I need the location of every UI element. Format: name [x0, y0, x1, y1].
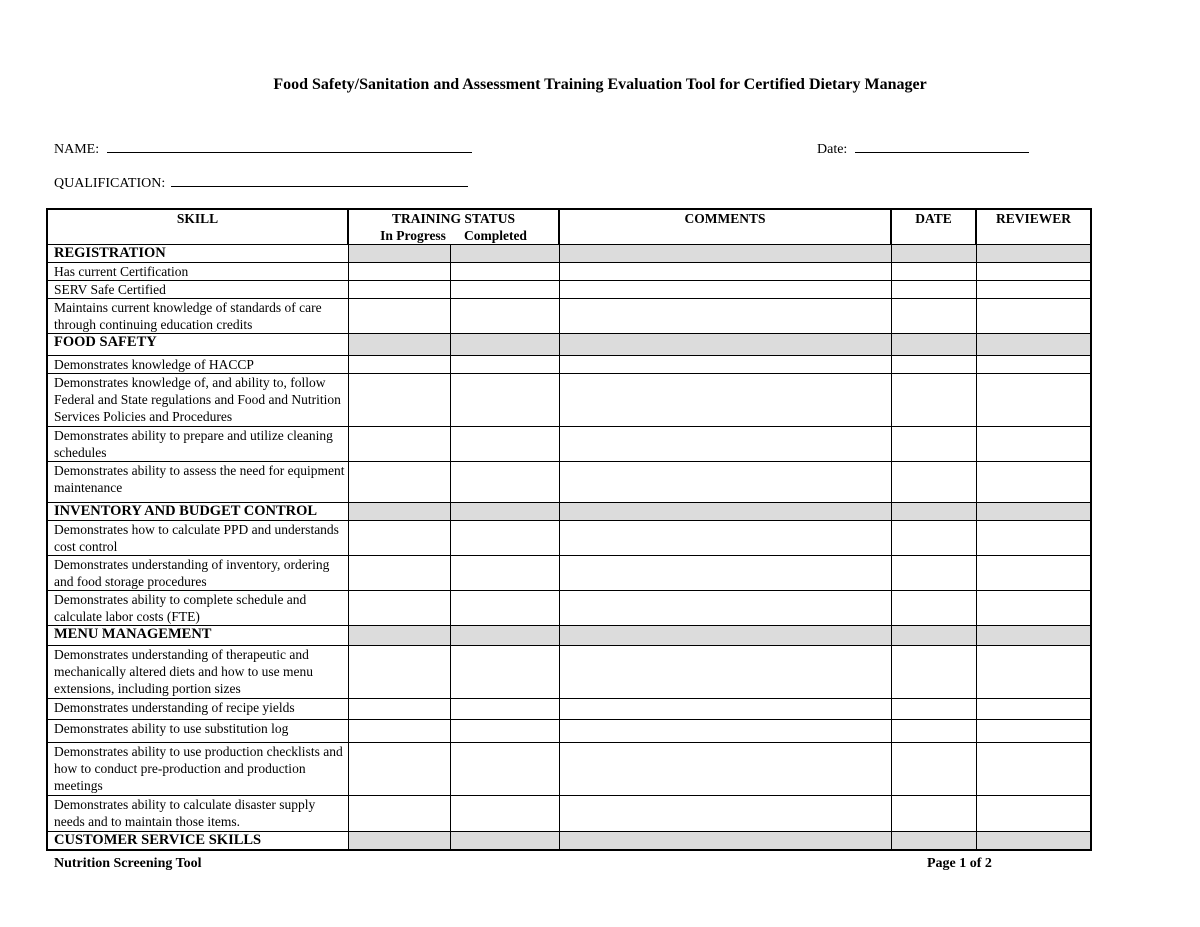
in-progress-cell[interactable]	[348, 556, 450, 591]
table-row	[47, 591, 1091, 626]
completed-cell[interactable]	[450, 743, 559, 796]
reviewer-header: REVIEWER	[976, 209, 1091, 245]
completed-cell[interactable]	[450, 263, 559, 281]
comments-header: COMMENTS	[559, 209, 891, 245]
date-cell[interactable]	[891, 699, 976, 720]
table-row	[47, 743, 1091, 796]
name-label: NAME:	[54, 142, 100, 157]
in-progress-cell[interactable]	[348, 591, 450, 626]
completed-cell	[450, 503, 559, 521]
comments-cell[interactable]	[559, 462, 891, 503]
skill-label: Demonstrates ability to use substitution log	[47, 720, 348, 743]
date-cell[interactable]	[891, 281, 976, 299]
completed-cell[interactable]	[450, 796, 559, 832]
date-input-line[interactable]	[855, 139, 1029, 153]
name-input-line[interactable]	[107, 139, 472, 153]
in-progress-cell[interactable]	[348, 263, 450, 281]
in-progress-cell[interactable]	[348, 299, 450, 334]
footer-left: Nutrition Screening Tool	[54, 856, 202, 871]
completed-header: Completed	[463, 228, 527, 243]
table-row	[47, 356, 1091, 374]
section-label: REGISTRATION	[47, 245, 348, 263]
completed-cell[interactable]	[450, 699, 559, 720]
table-row	[47, 556, 1091, 591]
date-header: DATE	[891, 209, 976, 245]
skill-label: Demonstrates understanding of inventory, ordering and food storage procedures	[47, 556, 348, 591]
table-row	[47, 796, 1091, 832]
reviewer-cell	[976, 245, 1091, 263]
comments-cell	[559, 334, 891, 356]
date-cell[interactable]	[891, 646, 976, 699]
in-progress-cell[interactable]	[348, 743, 450, 796]
page-number: Page 1 of 2	[927, 856, 992, 871]
section-row	[47, 334, 1091, 356]
completed-cell	[450, 245, 559, 263]
completed-cell[interactable]	[450, 720, 559, 743]
comments-cell[interactable]	[559, 720, 891, 743]
section-row	[47, 245, 1091, 263]
in-progress-cell	[348, 832, 450, 851]
section-label: CUSTOMER SERVICE SKILLS	[47, 832, 348, 851]
date-cell[interactable]	[891, 591, 976, 626]
comments-cell[interactable]	[559, 699, 891, 720]
reviewer-cell	[976, 626, 1091, 646]
skill-label: Has current Certification	[47, 263, 348, 281]
reviewer-cell[interactable]	[976, 521, 1091, 556]
date-cell[interactable]	[891, 374, 976, 427]
training-status-title: TRAINING STATUS	[392, 211, 515, 226]
reviewer-cell[interactable]	[976, 796, 1091, 832]
table-row	[47, 646, 1091, 699]
in-progress-cell[interactable]	[348, 281, 450, 299]
reviewer-cell[interactable]	[976, 720, 1091, 743]
section-label: FOOD SAFETY	[47, 334, 348, 356]
document-title: Food Safety/Sanitation and Assessment Training Evaluation Tool for Certified Dietary Manager	[273, 76, 927, 93]
date-cell	[891, 503, 976, 521]
in-progress-cell[interactable]	[348, 699, 450, 720]
section-label: MENU MANAGEMENT	[47, 626, 348, 646]
date-field	[817, 139, 1029, 158]
table-row	[47, 427, 1091, 462]
comments-cell	[559, 832, 891, 851]
reviewer-cell[interactable]	[976, 646, 1091, 699]
completed-cell	[450, 626, 559, 646]
reviewer-cell[interactable]	[976, 462, 1091, 503]
completed-cell[interactable]	[450, 521, 559, 556]
completed-cell[interactable]	[450, 299, 559, 334]
table-row	[47, 374, 1091, 427]
in-progress-cell	[348, 334, 450, 356]
completed-cell[interactable]	[450, 374, 559, 427]
date-cell[interactable]	[891, 263, 976, 281]
comments-cell[interactable]	[559, 591, 891, 626]
skill-label: Demonstrates how to calculate PPD and understands cost control	[47, 521, 348, 556]
training-status-header	[348, 209, 559, 245]
reviewer-cell[interactable]	[976, 591, 1091, 626]
reviewer-cell	[976, 334, 1091, 356]
reviewer-cell	[976, 832, 1091, 851]
completed-cell[interactable]	[450, 462, 559, 503]
reviewer-cell[interactable]	[976, 743, 1091, 796]
skill-label: Demonstrates knowledge of HACCP	[47, 356, 348, 374]
reviewer-cell[interactable]	[976, 281, 1091, 299]
table-row	[47, 281, 1091, 299]
comments-cell[interactable]	[559, 743, 891, 796]
reviewer-cell[interactable]	[976, 299, 1091, 334]
skill-label: Demonstrates knowledge of, and ability to, follow Federal and State regulations and Food and Nutrition Services Policies and Procedures	[47, 374, 348, 427]
table-row	[47, 462, 1091, 503]
evaluation-table	[46, 208, 1092, 851]
comments-cell[interactable]	[559, 796, 891, 832]
date-cell[interactable]	[891, 462, 976, 503]
in-progress-cell[interactable]	[348, 521, 450, 556]
comments-cell[interactable]	[559, 281, 891, 299]
reviewer-cell[interactable]	[976, 556, 1091, 591]
date-cell[interactable]	[891, 743, 976, 796]
reviewer-cell[interactable]	[976, 356, 1091, 374]
comments-cell	[559, 626, 891, 646]
reviewer-cell[interactable]	[976, 263, 1091, 281]
reviewer-cell[interactable]	[976, 427, 1091, 462]
skill-label: SERV Safe Certified	[47, 281, 348, 299]
date-cell	[891, 334, 976, 356]
completed-cell	[450, 832, 559, 851]
comments-cell[interactable]	[559, 356, 891, 374]
in-progress-cell[interactable]	[348, 427, 450, 462]
qualification-field	[54, 173, 468, 192]
completed-cell[interactable]	[450, 356, 559, 374]
reviewer-cell[interactable]	[976, 374, 1091, 427]
table-row	[47, 263, 1091, 281]
date-cell	[891, 626, 976, 646]
completed-cell[interactable]	[450, 427, 559, 462]
qualification-label: QUALIFICATION:	[54, 176, 166, 191]
date-cell[interactable]	[891, 556, 976, 591]
qualification-input-line[interactable]	[171, 173, 468, 187]
comments-cell	[559, 503, 891, 521]
section-label: INVENTORY AND BUDGET CONTROL	[47, 503, 348, 521]
comments-cell[interactable]	[559, 263, 891, 281]
in-progress-cell	[348, 626, 450, 646]
name-field	[54, 139, 472, 158]
skill-header: SKILL	[47, 209, 348, 245]
in-progress-cell[interactable]	[348, 720, 450, 743]
reviewer-cell[interactable]	[976, 699, 1091, 720]
date-cell[interactable]	[891, 521, 976, 556]
completed-cell[interactable]	[450, 646, 559, 699]
skill-label: Demonstrates ability to calculate disaster supply needs and to maintain those items.	[47, 796, 348, 832]
table-row	[47, 521, 1091, 556]
skill-label: Demonstrates ability to use production checklists and how to conduct pre-production and production meetings	[47, 743, 348, 796]
comments-cell[interactable]	[559, 427, 891, 462]
date-cell[interactable]	[891, 720, 976, 743]
section-row	[47, 503, 1091, 521]
completed-cell[interactable]	[450, 556, 559, 591]
section-row	[47, 626, 1091, 646]
date-label: Date:	[817, 142, 848, 157]
in-progress-cell[interactable]	[348, 356, 450, 374]
skill-label: Demonstrates understanding of therapeutic and mechanically altered diets and how to use menu extensions, including portion sizes	[47, 646, 348, 699]
date-cell	[891, 245, 976, 263]
in-progress-header: In Progress	[380, 228, 446, 243]
comments-cell	[559, 245, 891, 263]
section-row	[47, 832, 1091, 851]
completed-cell[interactable]	[450, 591, 559, 626]
in-progress-cell[interactable]	[348, 374, 450, 427]
completed-cell[interactable]	[450, 281, 559, 299]
reviewer-cell	[976, 503, 1091, 521]
comments-cell[interactable]	[559, 521, 891, 556]
comments-cell[interactable]	[559, 299, 891, 334]
date-cell[interactable]	[891, 299, 976, 334]
table-row	[47, 699, 1091, 720]
skill-label: Demonstrates ability to prepare and utilize cleaning schedules	[47, 427, 348, 462]
in-progress-cell	[348, 503, 450, 521]
date-cell	[891, 832, 976, 851]
table-row	[47, 299, 1091, 334]
in-progress-cell[interactable]	[348, 646, 450, 699]
in-progress-cell	[348, 245, 450, 263]
comments-cell[interactable]	[559, 646, 891, 699]
skill-label: Maintains current knowledge of standards of care through continuing education credits	[47, 299, 348, 334]
comments-cell[interactable]	[559, 374, 891, 427]
date-cell[interactable]	[891, 796, 976, 832]
date-cell[interactable]	[891, 427, 976, 462]
skill-label: Demonstrates ability to assess the need for equipment maintenance	[47, 462, 348, 503]
in-progress-cell[interactable]	[348, 796, 450, 832]
table-body	[47, 245, 1091, 851]
skill-label: Demonstrates ability to complete schedule and calculate labor costs (FTE)	[47, 591, 348, 626]
date-cell[interactable]	[891, 356, 976, 374]
comments-cell[interactable]	[559, 556, 891, 591]
in-progress-cell[interactable]	[348, 462, 450, 503]
table-row	[47, 720, 1091, 743]
skill-label: Demonstrates understanding of recipe yields	[47, 699, 348, 720]
completed-cell	[450, 334, 559, 356]
